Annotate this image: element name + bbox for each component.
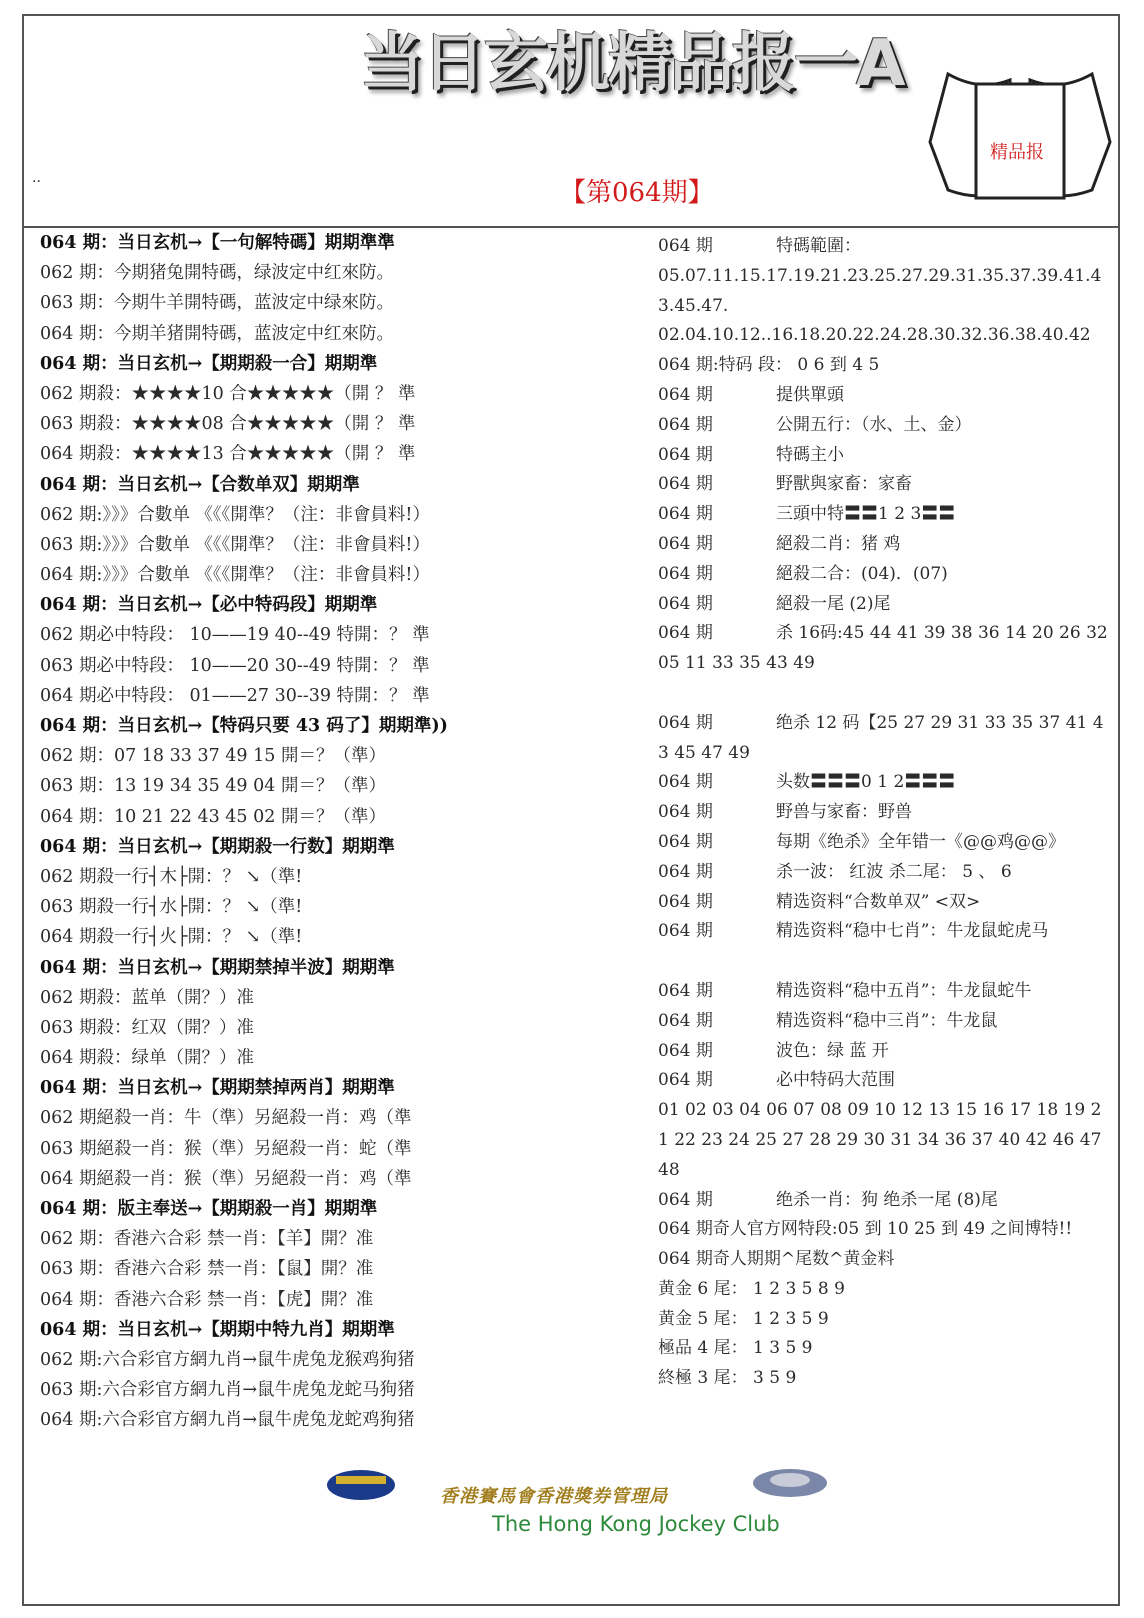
info-row	[658, 917, 1108, 947]
row-label: 064 期	[658, 444, 713, 465]
info-row	[658, 560, 1108, 590]
list-item: 064 期必中特段： 01——27 30--39 特開：？ 準	[40, 685, 430, 706]
list-item: 062 期：今期猪兔開特碼，绿波定中红來防。	[40, 263, 394, 284]
list-item: 062 期：香港六合彩 禁一肖：【羊】開？准	[40, 1229, 374, 1250]
row-value: 絕殺一尾 (2)尾	[776, 593, 891, 614]
info-row	[658, 441, 1108, 471]
list-item: 063 期:》》》合數单 《《《開準？（注：非會員料!）	[40, 534, 430, 555]
list-item: 062 期必中特段： 10——19 40--49 特開：？ 準	[40, 625, 430, 646]
info-row	[658, 262, 1108, 322]
right-column	[658, 232, 1108, 1394]
row-label: 064 期	[658, 831, 713, 852]
scroll-banner-icon	[920, 62, 1120, 212]
info-row	[658, 530, 1108, 560]
row-label: 064 期	[658, 414, 713, 435]
list-item: 063 期殺：红双（開？）准	[40, 1017, 254, 1038]
row-label: 064 期	[658, 563, 713, 584]
row-label: 064 期	[658, 384, 713, 405]
issue-number: 【第064期】	[560, 178, 714, 208]
section-heading: 064 期：版主奉送→【期期殺一肖】期期準	[40, 1199, 378, 1219]
info-row	[658, 500, 1108, 530]
row-value: 绝杀一肖：狗 绝杀一尾 (8)尾	[776, 1189, 998, 1210]
row-label: 064 期	[658, 236, 713, 256]
row-value: 黄金 6 尾： 1 2 3 5 8 9	[658, 1278, 845, 1299]
row-value: 01 02 03 04 06 07 08 09 10 12 13 15 16 17 18 19 21 22 23 24 25 27 28 29 30 31 34 36 37 40 42 46 47 48	[658, 1100, 1102, 1180]
list-item: 063 期殺一行┤水├開：？ ↘（準!	[40, 897, 303, 918]
row-value: 05.07.11.15.17.19.21.23.25.27.29.31.35.37.39.41.43.45.47.	[658, 265, 1102, 316]
row-value: 必中特码大范围	[776, 1070, 895, 1091]
list-item: 062 期:》》》合數单 《《《開準？（注：非會員料!）	[40, 504, 430, 525]
row-value: 野獸與家畜：家畜	[776, 474, 912, 495]
list-item: 062 期殺：★★★★10 合★★★★★（開 ？ 準	[40, 383, 416, 404]
info-row	[658, 1245, 1108, 1275]
hkjc-logo-right-icon	[752, 1468, 828, 1498]
row-value: 杀一波： 红波 杀二尾： 5 、 6	[776, 861, 1012, 882]
info-row	[658, 828, 1108, 858]
row-label: 064 期	[658, 980, 713, 1001]
page-title: 当日玄机精品报一A	[360, 27, 904, 101]
info-row	[658, 709, 1108, 769]
info-row	[658, 470, 1108, 500]
info-row	[658, 1186, 1108, 1216]
info-row	[658, 232, 1108, 262]
row-value: 精选资料“稳中七肖”：牛龙鼠蛇虎马	[776, 921, 1049, 942]
info-row	[658, 381, 1108, 411]
row-value: 絕殺二合：(04)．(07)	[776, 563, 948, 584]
row-value: 野兽与家畜：野兽	[776, 802, 912, 823]
list-item: 062 期：07 18 33 37 49 15 開＝？（準）	[40, 746, 386, 767]
banner-label: 精品报	[990, 142, 1044, 163]
section-heading: 064 期：当日玄机→【期期中特九肖】期期準	[40, 1319, 395, 1340]
section-heading: 064 期：当日玄机→【期期殺一行数】期期準	[40, 836, 395, 857]
row-value: 064 期奇人期期^尾数^黄金料	[658, 1249, 895, 1270]
row-value: 波色：绿 蓝 开	[776, 1040, 889, 1061]
list-item: 062 期殺：蓝单（開？）准	[40, 987, 254, 1008]
info-row	[658, 1305, 1108, 1335]
info-row	[658, 858, 1108, 888]
info-row	[658, 321, 1108, 351]
list-item: 063 期：今期牛羊開特碼，蓝波定中绿來防。	[40, 293, 394, 314]
row-label: 064 期	[658, 712, 713, 733]
list-item: 064 期殺一行┤火├開：？ ↘（準!	[40, 927, 303, 948]
info-row	[658, 1364, 1108, 1394]
list-item: 064 期絕殺一肖：猴（準）另絕殺一肖：鸡（準	[40, 1168, 412, 1189]
info-row	[658, 1066, 1108, 1096]
list-item: 063 期絕殺一肖：猴（準）另絕殺一肖：蛇（準	[40, 1138, 412, 1159]
info-row	[658, 1215, 1108, 1245]
row-label: 064 期	[658, 1070, 713, 1091]
row-label: 064 期	[658, 1010, 713, 1031]
info-row	[658, 1007, 1108, 1037]
row-value: 每期《绝杀》全年错一《@@鸡@@》	[776, 831, 1065, 852]
info-row	[658, 798, 1108, 828]
row-label: 064 期	[658, 593, 713, 614]
info-row	[658, 1037, 1108, 1067]
info-row	[658, 1096, 1108, 1185]
row-label: 064 期	[658, 1189, 713, 1210]
list-item: 063 期:六合彩官方網九肖→鼠牛虎兔龙蛇马狗猪	[40, 1380, 415, 1401]
row-label: 064 期	[658, 504, 713, 525]
row-value: 精选资料“稳中三肖”：牛龙鼠	[776, 1010, 998, 1031]
list-item: 064 期殺：★★★★13 合★★★★★（開 ？ 準	[40, 444, 416, 465]
list-item: 064 期:》》》合數单 《《《開準？（注：非會員料!）	[40, 565, 430, 586]
section-heading: 064 期：当日玄机→【一句解特碼】期期準準	[40, 233, 395, 253]
list-item: 062 期:六合彩官方網九肖→鼠牛虎兔龙猴鸡狗猪	[40, 1349, 415, 1370]
row-value: 提供單頭	[776, 384, 844, 405]
list-item: 063 期殺：★★★★08 合★★★★★（開 ？ 準	[40, 414, 416, 435]
hkjc-logo-left-icon	[326, 1468, 396, 1502]
row-value: 極品 4 尾： 1 3 5 9	[658, 1338, 813, 1359]
list-item: 064 期：香港六合彩 禁一肖：【虎】開？准	[40, 1289, 374, 1310]
section-heading: 064 期：当日玄机→【期期禁掉两肖】期期準	[40, 1078, 395, 1099]
section-heading: 064 期：当日玄机→【期期殺一合】期期準	[40, 353, 378, 374]
section-heading: 064 期：当日玄机→【特码只要 43 码了】期期準))	[40, 716, 448, 736]
list-item: 064 期殺：绿单（開？）准	[40, 1048, 254, 1069]
info-row	[658, 590, 1108, 620]
info-row	[658, 1275, 1108, 1305]
row-value: 064 期:特码 段： 0 6 到 4 5	[658, 355, 880, 376]
list-item: 064 期：10 21 22 43 45 02 開＝？（準）	[40, 806, 386, 827]
section-heading: 064 期：当日玄机→【期期禁掉半波】期期準	[40, 957, 395, 978]
row-label: 064 期	[658, 891, 713, 912]
left-column	[40, 228, 610, 1436]
list-item: 064 期:六合彩官方網九肖→鼠牛虎兔龙蛇鸡狗猪	[40, 1410, 415, 1431]
list-item: 062 期殺一行┤木├開：？ ↘（準!	[40, 866, 303, 887]
row-label: 064 期	[658, 623, 713, 644]
info-row	[658, 351, 1108, 381]
list-item: 064 期：今期羊猪開特碼，蓝波定中红來防。	[40, 323, 394, 344]
row-label: 064 期	[658, 802, 713, 823]
row-label: 064 期	[658, 861, 713, 882]
row-value: 杀 16码:45 44 41 39 38 36 14 20 26 32 05 11 33 35 43 49	[658, 623, 1108, 674]
info-row	[658, 977, 1108, 1007]
club-english-name: The Hong Kong Jockey Club	[492, 1512, 780, 1536]
list-item: 063 期：13 19 34 35 49 04 開＝？（準）	[40, 776, 386, 797]
row-label: 064 期	[658, 1040, 713, 1061]
row-label: 064 期	[658, 474, 713, 495]
row-value: 終極 3 尾： 3 5 9	[658, 1368, 797, 1389]
list-item: 063 期：香港六合彩 禁一肖：【鼠】開？准	[40, 1259, 374, 1280]
row-label: 064 期	[658, 533, 713, 554]
row-value: 064 期奇人官方网特段:05 到 10 25 到 49 之间博特!!	[658, 1219, 1073, 1240]
row-value: 特碼主小	[776, 444, 844, 465]
row-value: 精选资料“稳中五肖”：牛龙鼠蛇牛	[776, 980, 1032, 1001]
row-label: 064 期	[658, 772, 713, 793]
row-value: 黄金 5 尾： 1 2 3 5 9	[658, 1308, 829, 1329]
row-value: 公開五行：（水、土、金）	[776, 414, 972, 435]
info-row	[658, 888, 1108, 918]
list-item: 063 期必中特段： 10——20 30--49 特開：？ 準	[40, 655, 430, 676]
row-value: 头数〓〓〓0 1 2〓〓〓	[776, 772, 956, 793]
row-value: 精选资料“合数单双” <双>	[776, 891, 981, 912]
row-value: 絕殺二肖：猪 鸡	[776, 533, 901, 554]
section-heading: 064 期：当日玄机→【必中特码段】期期準	[40, 595, 378, 616]
info-row	[658, 1334, 1108, 1364]
section-heading: 064 期：当日玄机→【合数单双】期期準	[40, 474, 360, 495]
row-label: 064 期	[658, 921, 713, 942]
info-row	[658, 619, 1108, 679]
corner-dots: ..	[32, 170, 41, 186]
row-value: 三頭中特〓〓1 2 3〓〓	[776, 504, 956, 525]
row-value: 特碼範圍：	[776, 236, 861, 256]
row-value: 绝杀 12 码【25 27 29 31 33 35 37 41 43 45 47 49	[658, 712, 1104, 763]
info-row	[658, 768, 1108, 798]
club-chinese-name: 香港賽馬會香港獎券管理局	[440, 1486, 668, 1507]
row-value: 02.04.10.12..16.18.20.22.24.28.30.32.36.38.40.42	[658, 325, 1091, 346]
list-item: 062 期絕殺一肖：牛（準）另絕殺一肖：鸡（準	[40, 1108, 412, 1129]
info-row	[658, 411, 1108, 441]
